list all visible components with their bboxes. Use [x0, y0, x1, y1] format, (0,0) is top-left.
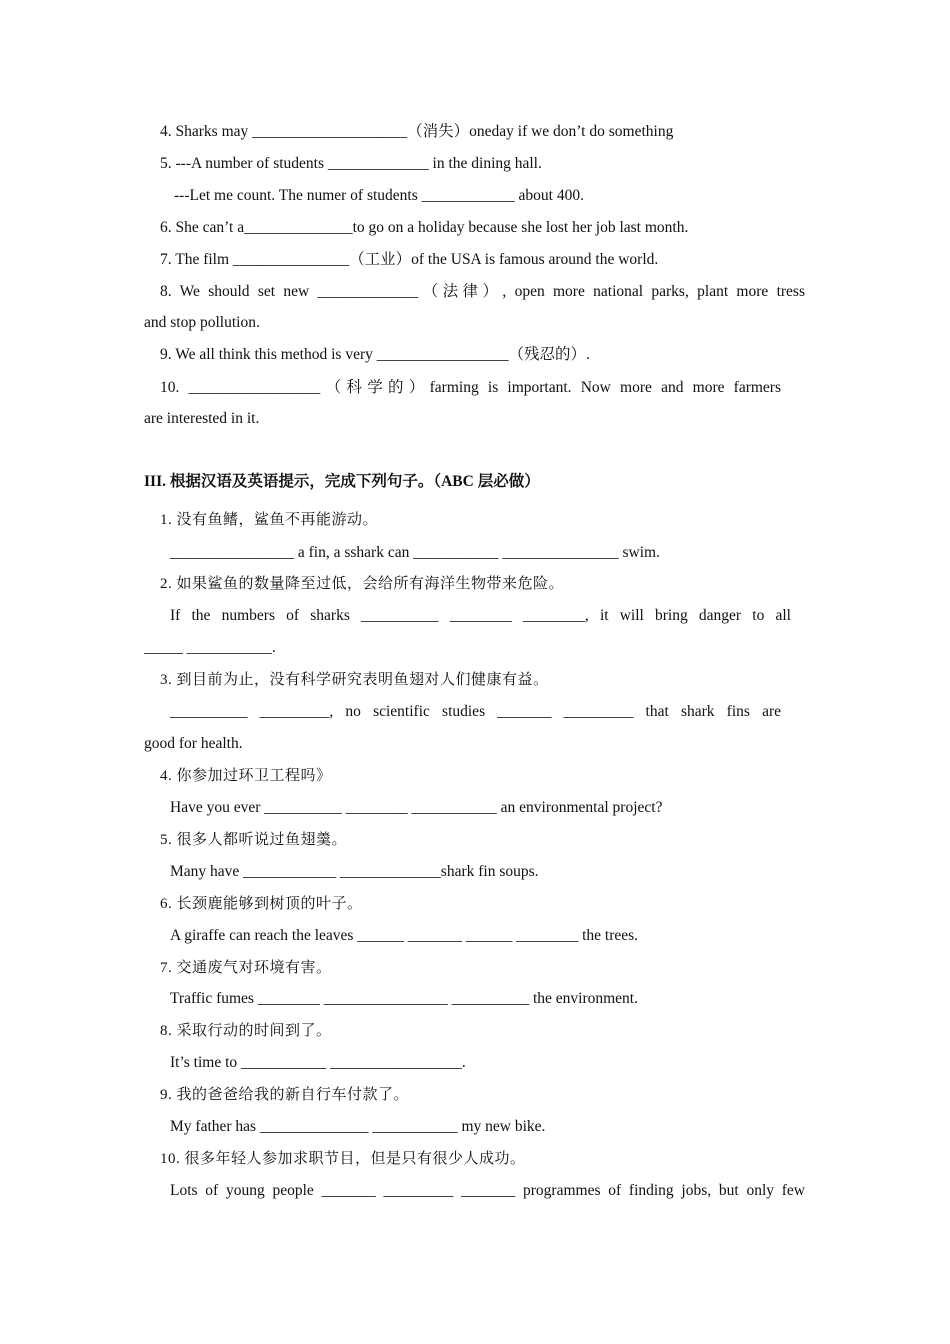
item-10-line2: are interested in it. — [144, 410, 260, 427]
section-3-heading: III. 根据汉语及英语提示，完成下列句子。（ABC 层必做） — [144, 473, 540, 490]
s3-item-8-english: It’s time to ___________ _________________. — [170, 1054, 466, 1071]
s3-item-5-chinese: 5. 很多人都听说过鱼翅羹。 — [160, 832, 348, 848]
item-4: 4. Sharks may ____________________（消失）oneday if we don’t do something — [160, 123, 674, 140]
s3-item-10-chinese: 10. 很多年轻人参加求职节目，但是只有很少人成功。 — [160, 1151, 526, 1167]
item-9: 9. We all think this method is very _________________（残忍的）. — [160, 346, 590, 363]
s3-item-5-english: Many have ____________ _____________shark fin soups. — [170, 863, 539, 880]
s3-item-3-english: __________ _________, no scientific studies _______ _________ that shark fins are — [170, 703, 781, 720]
s3-item-9-chinese: 9. 我的爸爸给我的新自行车付款了。 — [160, 1087, 410, 1103]
s3-item-6-english: A giraffe can reach the leaves ______ _______ ______ ________ the trees. — [170, 927, 639, 944]
item-10-line1: 10. _________________（科学的）farming is important. Now more and more farmers — [160, 379, 781, 396]
s3-item-4-chinese: 4. 你参加过环卫工程吗》 — [160, 768, 332, 784]
s3-item-7-chinese: 7. 交通废气对环境有害。 — [160, 960, 332, 976]
item-6: 6. She can’t a______________to go on a holiday because she lost her job last month. — [160, 219, 689, 236]
s3-item-7-english: Traffic fumes ________ ________________ __________ the environment. — [170, 990, 638, 1007]
s3-item-2-chinese: 2. 如果鲨鱼的数量降至过低，会给所有海洋生物带来危险。 — [160, 576, 565, 592]
s3-item-2-english: If the numbers of sharks __________ ________ ________, it will bring danger to all — [170, 607, 791, 624]
s3-item-1-english: ________________ a fin, a sshark can ___________ _______________ swim. — [170, 544, 660, 561]
item-5-answer: ---Let me count. The numer of students ____________ about 400. — [174, 187, 584, 204]
s3-item-4-english: Have you ever __________ ________ ___________ an environmental project? — [170, 799, 663, 816]
s3-item-2-english-cont: _____ ___________. — [144, 639, 276, 656]
s3-item-9-english: My father has ______________ ___________ my new bike. — [170, 1118, 546, 1135]
s3-item-1-chinese: 1. 没有鱼鳍，鲨鱼不再能游动。 — [160, 512, 379, 528]
s3-item-10-english: Lots of young people _______ _________ _______ programmes of finding jobs, but only few — [170, 1182, 805, 1199]
item-8-line2: and stop pollution. — [144, 314, 260, 331]
item-5-question: 5. ---A number of students _____________ in the dining hall. — [160, 155, 542, 172]
s3-item-3-english-cont: good for health. — [144, 735, 243, 752]
s3-item-6-chinese: 6. 长颈鹿能够到树顶的叶子。 — [160, 896, 363, 912]
item-7: 7. The film _______________（工业）of the USA is famous around the world. — [160, 251, 659, 268]
item-8-line1: 8. We should set new _____________（法律）, open more national parks, plant more tress — [160, 283, 805, 300]
s3-item-3-chinese: 3. 到目前为止，没有科学研究表明鱼翅对人们健康有益。 — [160, 672, 549, 688]
s3-item-8-chinese: 8. 采取行动的时间到了。 — [160, 1023, 332, 1039]
